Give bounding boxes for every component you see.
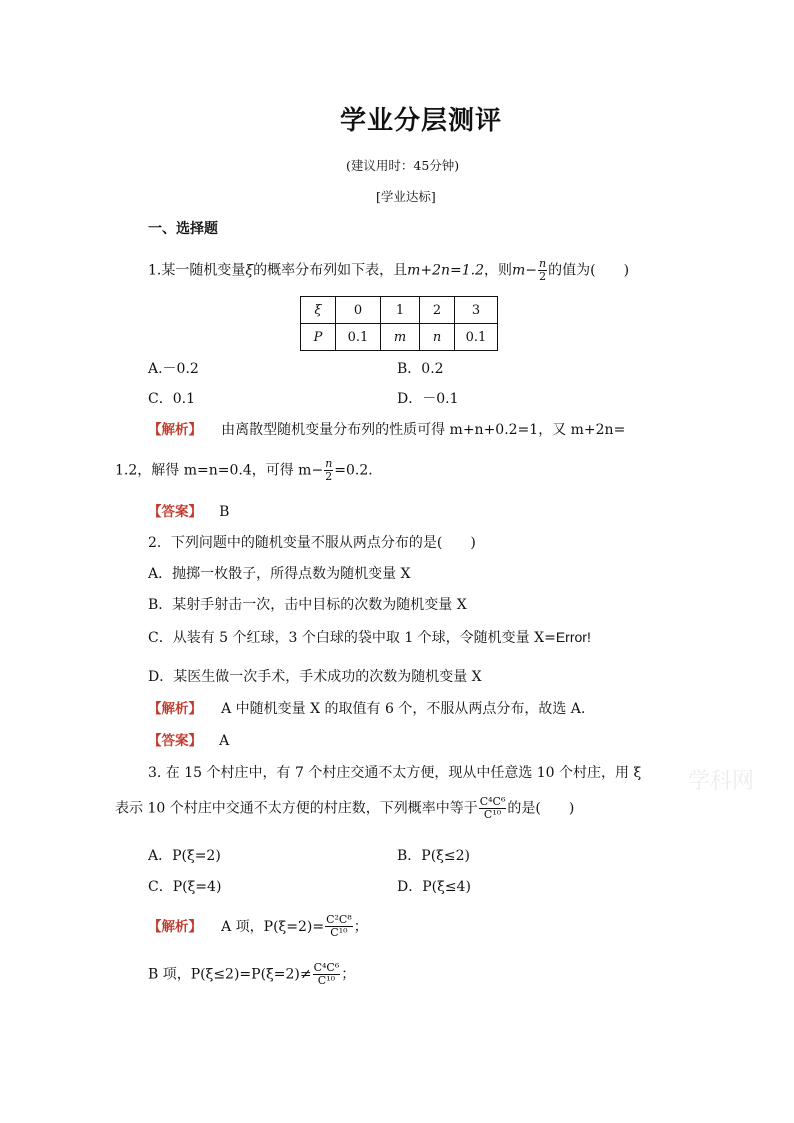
question-3-stem-line-1: 3. 在 15 个村庄中，有 7 个村庄交通不太方便，现从中任意选 10 个村庄，用 ξ	[148, 765, 642, 781]
q2-option-c	[148, 627, 591, 647]
question-3-stem-line-2	[115, 796, 574, 821]
answer-tag: 【答案】	[148, 733, 202, 749]
table-cell: 1	[381, 297, 420, 324]
q3-option-b: B．P(ξ≤2)	[397, 848, 470, 864]
q1-analysis-text: 由离散型随机变量分布列的性质可得 m+n+0.2=1，又 m+2n=	[221, 422, 626, 438]
q1-analysis-frac-num: n	[325, 457, 333, 470]
analysis-tag: 【解析】	[148, 701, 202, 717]
q3-analysis-a-text: A 项，P(ξ=2)=	[221, 919, 325, 935]
q3-analysis-b-end: ；	[341, 966, 356, 983]
q1-option-a: A.－0.2	[148, 361, 199, 377]
q1-option-b: B．0.2	[397, 361, 444, 377]
q3-analysis-b	[148, 962, 355, 987]
q3-analysis-a-den: C¹⁰	[330, 926, 348, 939]
q1-analysis-frac-den: 2	[325, 470, 333, 483]
q3-fraction	[479, 796, 507, 821]
table-cell: P	[301, 324, 336, 351]
table-cell: n	[420, 324, 455, 351]
q3-analysis-a-end: ；	[353, 919, 368, 935]
q3-option-a: A．P(ξ=2)	[148, 848, 221, 864]
table-cell: 0.1	[336, 324, 381, 351]
q2-option-a: A．抛掷一枚骰子，所得点数为随机变量 X	[148, 566, 411, 582]
table-cell: m	[381, 324, 420, 351]
q3-frac-num: C⁴C⁶	[479, 795, 506, 808]
q3-analysis-b-num: C⁴C⁶	[313, 961, 340, 974]
q3-option-c: C．P(ξ=4)	[148, 879, 222, 895]
q1-answer	[148, 500, 229, 520]
analysis-tag: 【解析】	[148, 919, 202, 935]
q3-analysis-b-text: B 项，P(ξ≤2)=P(ξ=2)≠	[148, 966, 312, 983]
q1-answer-value: B	[219, 504, 230, 520]
q1-option-d: D．－0.1	[397, 391, 459, 407]
q2-answer	[148, 729, 229, 749]
q1-analysis-fraction	[324, 458, 333, 483]
q2-answer-value: A	[219, 733, 230, 749]
q1-stem-a: 1.某一随机变量	[148, 262, 246, 279]
q3-analysis-a-fraction	[325, 914, 353, 939]
q1-analysis-2a: 1.2，解得 m=n=0.4，可得 m−	[115, 462, 324, 479]
analysis-tag: 【解析】	[148, 422, 202, 438]
q2-analysis	[148, 697, 585, 718]
watermark-text: 学科网	[688, 769, 755, 794]
q3-analysis-b-den: C¹⁰	[317, 974, 336, 987]
answer-tag: 【答案】	[148, 504, 202, 520]
q1-analysis-2b: =0.2.	[334, 462, 373, 479]
q1-xi: ξ	[245, 262, 254, 279]
q3-stem-2a: 表示 10 个村庄中交通不太方便的村庄数，下列概率中等于	[115, 800, 478, 817]
q1-stem-b: 的概率分布列如下表，且	[253, 262, 408, 279]
question-1-stem	[148, 258, 629, 283]
distribution-table	[300, 296, 498, 351]
q2-option-c-text: C．从装有 5 个红球，3 个白球的袋中取 1 个球，令随机变量 X=	[148, 630, 556, 646]
q3-analysis-a	[148, 914, 368, 939]
q1-option-c: C．0.1	[148, 391, 195, 407]
q3-frac-den: C¹⁰	[483, 808, 502, 821]
table-row	[301, 297, 498, 324]
q1-frac-num: n	[539, 257, 547, 270]
table-cell: 0.1	[455, 324, 498, 351]
q2-option-c-error: Error!	[555, 629, 591, 645]
q2-option-b: B．某射手射击一次，击中目标的次数为随机变量 X	[148, 597, 467, 613]
q1-fraction	[538, 258, 547, 283]
q1-analysis-line-2	[115, 458, 373, 483]
page-title: 学业分层测评	[340, 106, 503, 136]
section-heading: 一、选择题	[148, 221, 218, 237]
q1-stem-e: m−	[512, 262, 538, 279]
q2-option-d: D．某医生做一次手术，手术成功的次数为随机变量 X	[148, 669, 482, 685]
q3-analysis-a-num: C²C⁸	[326, 913, 352, 926]
table-cell: 2	[420, 297, 455, 324]
time-note: (建议用时：45分钟)	[346, 158, 460, 173]
table-cell: 3	[455, 297, 498, 324]
q1-analysis-line-1	[148, 418, 625, 439]
level-tag: [学业达标]	[376, 189, 436, 204]
question-2-stem: 2．下列问题中的随机变量不服从两点分布的是( )	[148, 535, 476, 551]
q3-option-d: D．P(ξ≤4)	[397, 879, 471, 895]
q3-stem-2b: 的是( )	[507, 800, 575, 817]
q1-stem-f: 的值为( )	[548, 262, 630, 279]
table-row	[301, 324, 498, 351]
q1-stem-d: ，则	[484, 262, 513, 279]
table-cell: ξ	[301, 297, 336, 324]
table-cell: 0	[336, 297, 381, 324]
q3-analysis-b-fraction	[313, 962, 341, 987]
q1-stem-c: m+2n=1.2	[407, 262, 485, 279]
q1-frac-den: 2	[539, 270, 547, 283]
q2-analysis-text: A 中随机变量 X 的取值有 6 个，不服从两点分布，故选 A.	[221, 701, 586, 717]
